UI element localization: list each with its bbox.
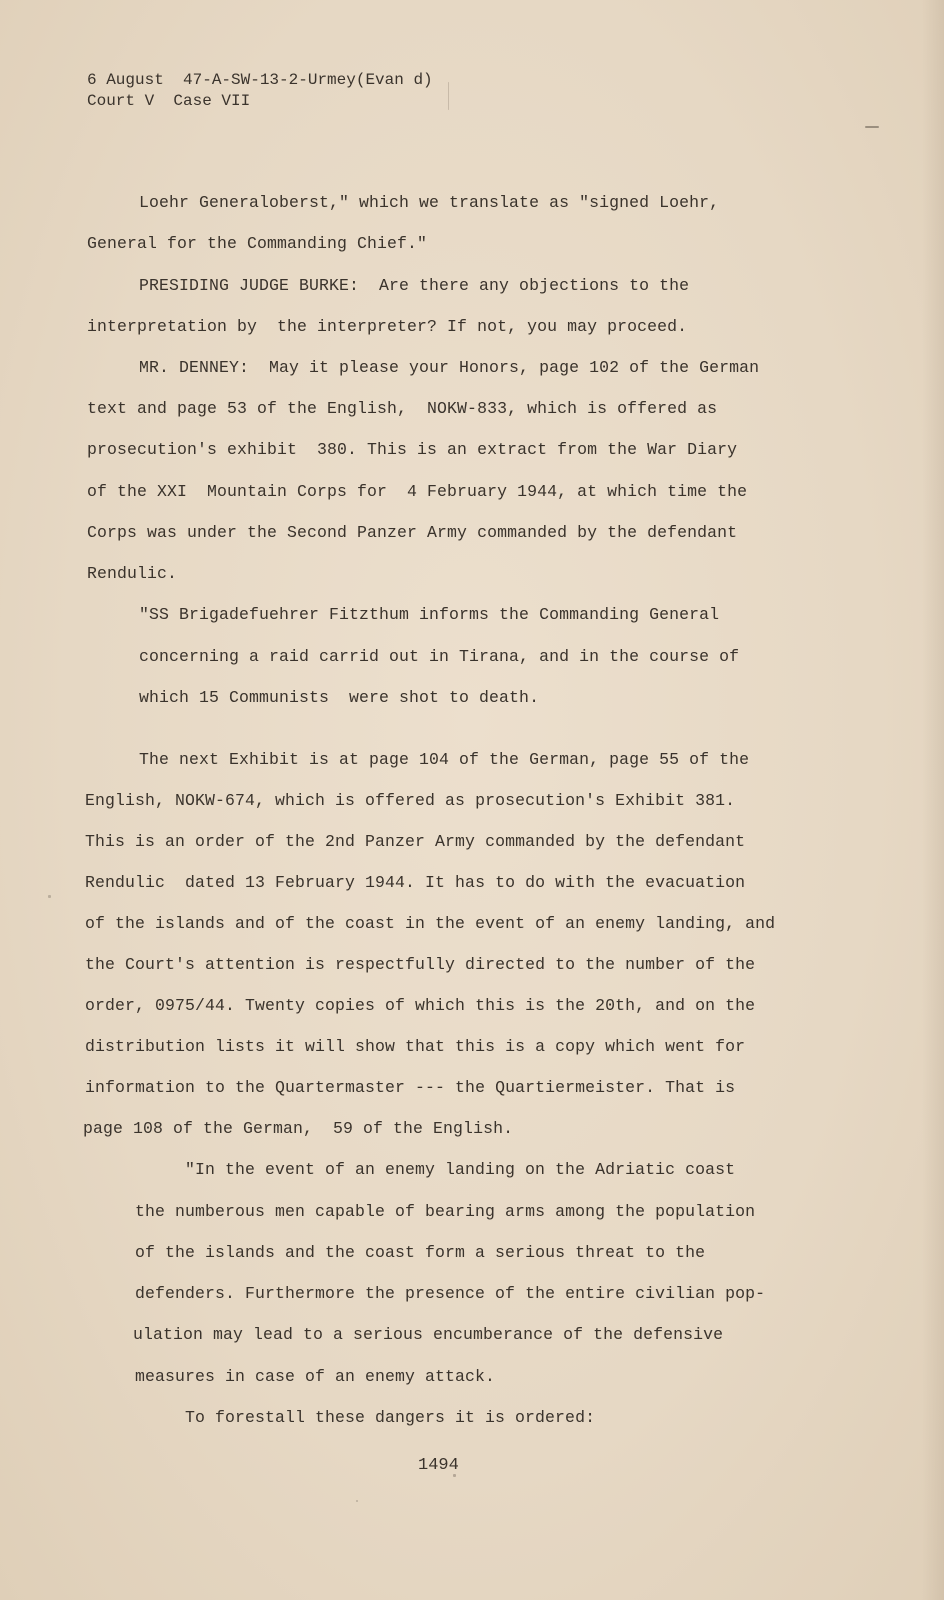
quote-line: the numberous men capable of bearing arms among the population [135, 1202, 756, 1221]
page-edge-shadow [922, 0, 944, 1600]
body-line: Corps was under the Second Panzer Army commanded by the defendant [87, 523, 738, 542]
body-line: of the XXI Mountain Corps for 4 February 1944, at which time the [87, 482, 748, 501]
quote-line: To forestall these dangers it is ordered: [185, 1408, 596, 1427]
page-number: 1494 [418, 1456, 459, 1475]
paper-speck [865, 126, 879, 128]
body-line: The next Exhibit is at page 104 of the German, page 55 of the [139, 750, 750, 769]
body-line: of the islands and of the coast in the event of an enemy landing, and [85, 914, 776, 933]
quote-line: "SS Brigadefuehrer Fitzthum informs the Commanding General [139, 605, 720, 624]
body-line: English, NOKW-674, which is offered as prosecution's Exhibit 381. [85, 791, 736, 810]
body-line: Loehr Generaloberst," which we translate as "signed Loehr, [139, 193, 720, 212]
quote-line: ulation may lead to a serious encumberance of the defensive [133, 1325, 724, 1344]
body-line: page 108 of the German, 59 of the English. [83, 1119, 514, 1138]
body-line: PRESIDING JUDGE BURKE: Are there any objections to the [139, 276, 690, 295]
paper-speck [356, 1500, 358, 1502]
body-line: information to the Quartermaster --- the Quartiermeister. That is [85, 1078, 736, 1097]
body-line: This is an order of the 2nd Panzer Army commanded by the defendant [85, 832, 746, 851]
quote-line: defenders. Furthermore the presence of the entire civilian pop- [135, 1284, 766, 1303]
quote-line: "In the event of an enemy landing on the Adriatic coast [185, 1160, 736, 1179]
header-court-case: Court V Case VII [87, 92, 251, 110]
paper-speck [448, 82, 449, 110]
body-line: General for the Commanding Chief." [87, 234, 428, 253]
body-line: the Court's attention is respectfully directed to the number of the [85, 955, 756, 974]
body-line: Rendulic. [87, 564, 178, 583]
quote-line: which 15 Communists were shot to death. [139, 688, 540, 707]
body-line: interpretation by the interpreter? If not, you may proceed. [87, 317, 688, 336]
paper-speck [453, 1474, 456, 1477]
body-line: distribution lists it will show that this is a copy which went for [85, 1037, 746, 1056]
quote-line: of the islands and the coast form a serious threat to the [135, 1243, 706, 1262]
paper-speck [48, 895, 51, 898]
header-date-reference: 6 August 47-A-SW-13-2-Urmey(Evan d) [87, 71, 433, 89]
quote-line: concerning a raid carrid out in Tirana, and in the course of [139, 647, 740, 666]
body-line: prosecution's exhibit 380. This is an extract from the War Diary [87, 440, 738, 459]
body-line: Rendulic dated 13 February 1944. It has to do with the evacuation [85, 873, 746, 892]
body-line: order, 0975/44. Twenty copies of which this is the 20th, and on the [85, 996, 756, 1015]
body-line: text and page 53 of the English, NOKW-833, which is offered as [87, 399, 718, 418]
quote-line: measures in case of an enemy attack. [135, 1367, 496, 1386]
body-line: MR. DENNEY: May it please your Honors, page 102 of the German [139, 358, 760, 377]
